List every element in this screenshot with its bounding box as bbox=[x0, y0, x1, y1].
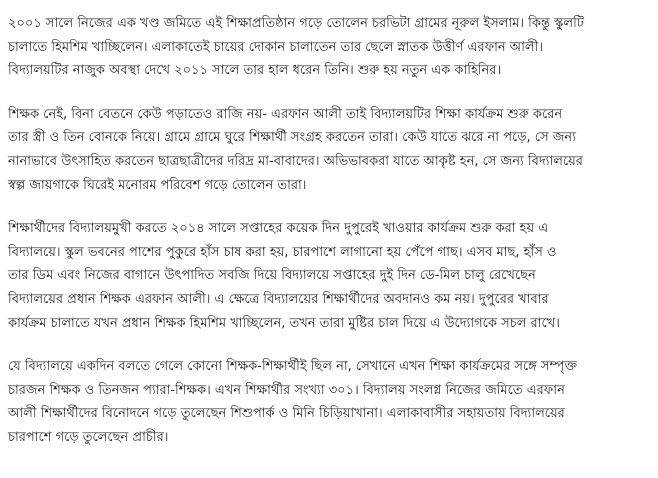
paragraph-line: নানাভাবে উৎসাহিত করতেন ছাত্রছাত্রীদের দরিদ্র মা-বাবাদের। অভিভাবকরা যাতে আকৃষ্ট হন, সে জন্য বিদ্যালয়ের bbox=[8, 153, 583, 169]
paragraph-line: যে বিদ্যালয়ে একদিন বলতে গেলে কোনো শিক্ষক-শিক্ষার্থীই ছিল না, সেখানে এখন শিক্ষা কার্যক্রমের সঙ্গে সম্পৃক্ত bbox=[8, 359, 578, 375]
paragraph-line: চালাতে হিমশিম খাচ্ছিলেন। এলাকাতেই চায়ের দোকান চালাতেন তার ছেলে স্নাতক উত্তীর্ণ এরফান আলী। bbox=[8, 39, 543, 55]
paragraph-line: বিদ্যালয়ে। স্কুল ভবনের পাশের পুকুরে হাঁস চাষ করা হয়, চারপাশে লাগানো হয় পেঁপে গাছ। এসব মাছ, হাঁস ও bbox=[8, 244, 557, 260]
paragraph-4 bbox=[8, 355, 650, 449]
paragraph-line: শিক্ষার্থীদের বিদ্যালয়মুখী করতে ২০১৪ সালে সপ্তাহের কয়েক দিন দুপুরেই খাওয়ার কার্যক্রম শুরু করা হয় এ bbox=[8, 221, 549, 237]
paragraph-3 bbox=[8, 217, 650, 335]
paragraph-line: স্বল্প জায়গাকে ঘিরেই মনোরম পরিবেশ গড়ে তোলেন তারা। bbox=[8, 177, 307, 193]
article-body bbox=[8, 12, 650, 470]
paragraph-line: চারজন শিক্ষক ও তিনজন প্যারা-শিক্ষক। এখন শিক্ষার্থীর সংখ্যা ৩০১। বিদ্যালয় সংলগ্ন নিজের জমিতে এরফান bbox=[8, 382, 565, 398]
paragraph-line: আলী শিক্ষার্থীদের বিনোদনে গড়ে তুলেছেন শিশুপার্ক ও মিনি চিড়িয়াখানা। এলাকাবাসীর সহায়তায় বিদ্যালয়ের bbox=[8, 406, 565, 422]
paragraph-line: তার ডিম এবং নিজের বাগানে উৎপাদিত সবজি দিয়ে বিদ্যালয়ে সপ্তাহের দুই দিন ডে-মিল চালু রেখেছেন bbox=[8, 268, 536, 284]
paragraph-line: শিক্ষক নেই, বিনা বেতনে কেউ পড়াতেও রাজি নয়- এরফান আলী তাই বিদ্যালয়টির শিক্ষা কার্যক্রম শুরু করেন bbox=[8, 106, 563, 122]
paragraph-line: ২০০১ সালে নিজের এক খণ্ড জমিতে এই শিক্ষাপ্রতিষ্ঠান গড়ে তোলেন চরভিটা গ্রামের নূরুল ইসলাম। কিন্তু স্কুলটি bbox=[8, 16, 584, 31]
paragraph-line: বিদ্যালয়ের প্রধান শিক্ষক এরফান আলী। এ ক্ষেত্রে বিদ্যালয়ের শিক্ষার্থীদের অবদানও কম নয়। দুপুরের খাবার bbox=[8, 291, 549, 307]
paragraph-2 bbox=[8, 103, 650, 197]
paragraph-line: চারপাশে গড়ে তুলেছেন প্রাচীর। bbox=[8, 429, 169, 445]
paragraph-line: তার স্ত্রী ও তিন বোনকে নিয়ে। গ্রামে গ্রামে ঘুরে শিক্ষার্থী সংগ্রহ করতেন তারা। কেউ যাতে ঝরে না পড়ে, সে জন্য bbox=[8, 130, 576, 146]
paragraph-1 bbox=[8, 12, 650, 83]
paragraph-line: বিদ্যালয়টির নাজুক অবস্থা দেখে ২০১১ সালে তার হাল ধরেন তিনি। শুরু হয় নতুন এক কাহিনির। bbox=[8, 63, 502, 79]
paragraph-line: কার্যক্রম চালাতে যখন প্রধান শিক্ষক হিমশিম খাচ্ছিলেন, তখন তারা মুষ্টির চাল দিয়ে এ উদ্যোগকে সচল রাখে। bbox=[8, 315, 560, 331]
